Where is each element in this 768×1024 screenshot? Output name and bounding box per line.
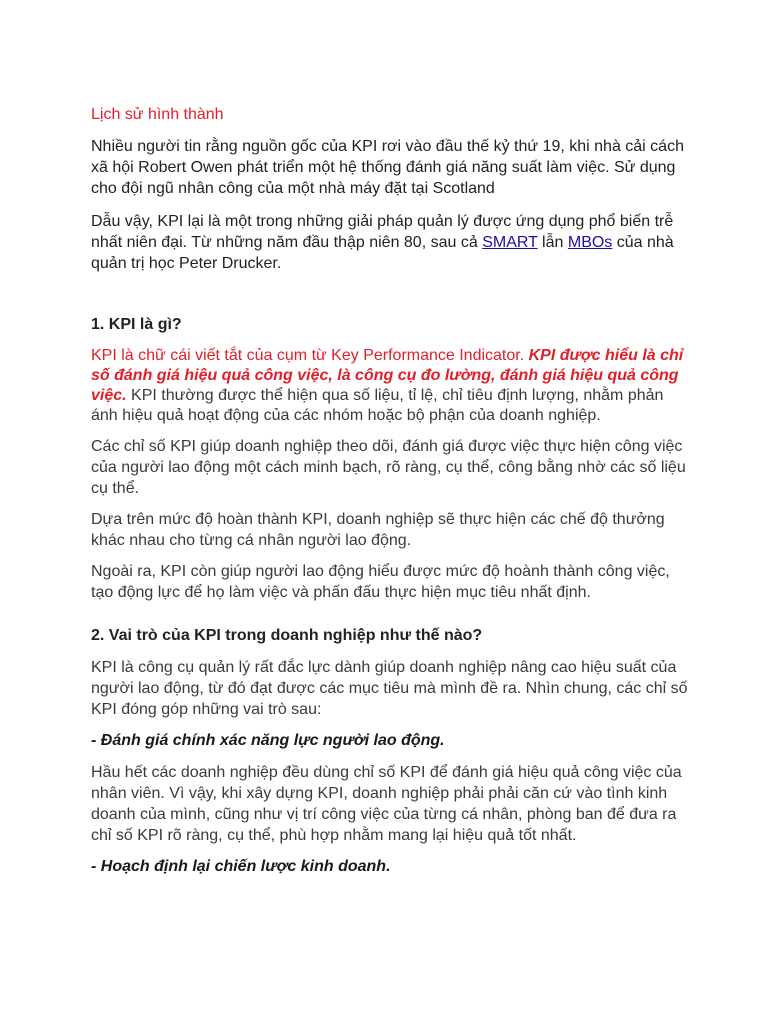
role-paragraph-1: KPI là công cụ quản lý rất đắc lực dành giúp doanh nghiệp nâng cao hiệu suất của người lao động, từ đó đạt được các mục tiêu mà mình đề ra. Nhìn chung, các chỉ số KPI đóng góp những vai trò sau: (91, 659, 688, 718)
kpi-definition-bold-text: KPI được hiểu là chỉ số đánh giá hiệu quả công việc, là công cụ đo lường, đánh giá hiệu quả công việc. (91, 347, 684, 404)
smart-link[interactable]: SMART (482, 234, 538, 251)
history-p2-text-mid: lẫn (537, 234, 568, 251)
section-heading-what-is-kpi: 1. KPI là gì? (91, 316, 182, 333)
role-paragraph-2: Hầu hết các doanh nghiệp đều dùng chỉ số KPI để đánh giá hiệu quả công việc của nhân viên. Vì vậy, khi xây dựng KPI, doanh nghiệp phải phải căn cứ vào tình kinh doanh của mình, cũng như vị trí công việc của từng cá nhân, phòng ban để đưa ra chỉ số KPI rõ ràng, cụ thể, phù hợp nhằm mang lại hiệu quả tốt nhất. (91, 764, 682, 844)
history-paragraph-2 (91, 211, 691, 274)
section-title-history: Lịch sử hình thành (91, 106, 224, 123)
kpi-paragraph-3: Dựa trên mức độ hoàn thành KPI, doanh nghiệp sẽ thực hiện các chế độ thưởng khác nhau cho từng cá nhân người lao động. (91, 511, 665, 549)
role-bullet-2: - Hoạch định lại chiến lược kinh doanh. (91, 858, 391, 875)
kpi-definition-paragraph (91, 346, 691, 426)
section-heading-kpi-role: 2. Vai trò của KPI trong doanh nghiệp như thế nào? (91, 627, 483, 644)
kpi-paragraph-2: Các chỉ số KPI giúp doanh nghiệp theo dõi, đánh giá được việc thực hiện công việc của người lao động một cách minh bạch, rõ ràng, cụ thể, công bằng nhờ các số liệu cụ thể. (91, 438, 686, 497)
kpi-definition-red-text: KPI là chữ cái viết tắt của cụm từ Key Performance Indicator. (91, 347, 529, 364)
document-content (91, 104, 691, 878)
history-p2-text-before: Dẫu vậy, KPI lại là một trong những giải pháp quản lý được ứng dụng phổ biến trễ nhất niên đại. Từ những năm đầu thập niên 80, sau cả (91, 213, 674, 251)
kpi-paragraph-4: Ngoài ra, KPI còn giúp người lao động hiểu được mức độ hoành thành công việc, tạo động lực để họ làm việc và phấn đấu thực hiện mục tiêu nhất định. (91, 563, 670, 601)
mbos-link[interactable]: MBOs (567, 234, 613, 251)
history-paragraph-1: Nhiều người tin rằng nguồn gốc của KPI rơi vào đầu thế kỷ thứ 19, khi nhà cải cách xã hội Robert Owen phát triển một hệ thống đánh giá năng suất làm việc. Sử dụng cho đội ngũ nhân công của một nhà máy đặt tại Scotland (91, 138, 684, 197)
kpi-definition-rest-text: KPI thường được thể hiện qua số liệu, tỉ lệ, chỉ tiêu định lượng, nhằm phản ánh hiệu quả hoạt động của các nhóm hoặc bộ phận của doanh nghiệp. (91, 387, 664, 424)
role-bullet-1: - Đánh giá chính xác năng lực người lao động. (91, 732, 445, 749)
history-p2-text-after: của nhà quản trị học Peter Drucker. (91, 234, 674, 272)
